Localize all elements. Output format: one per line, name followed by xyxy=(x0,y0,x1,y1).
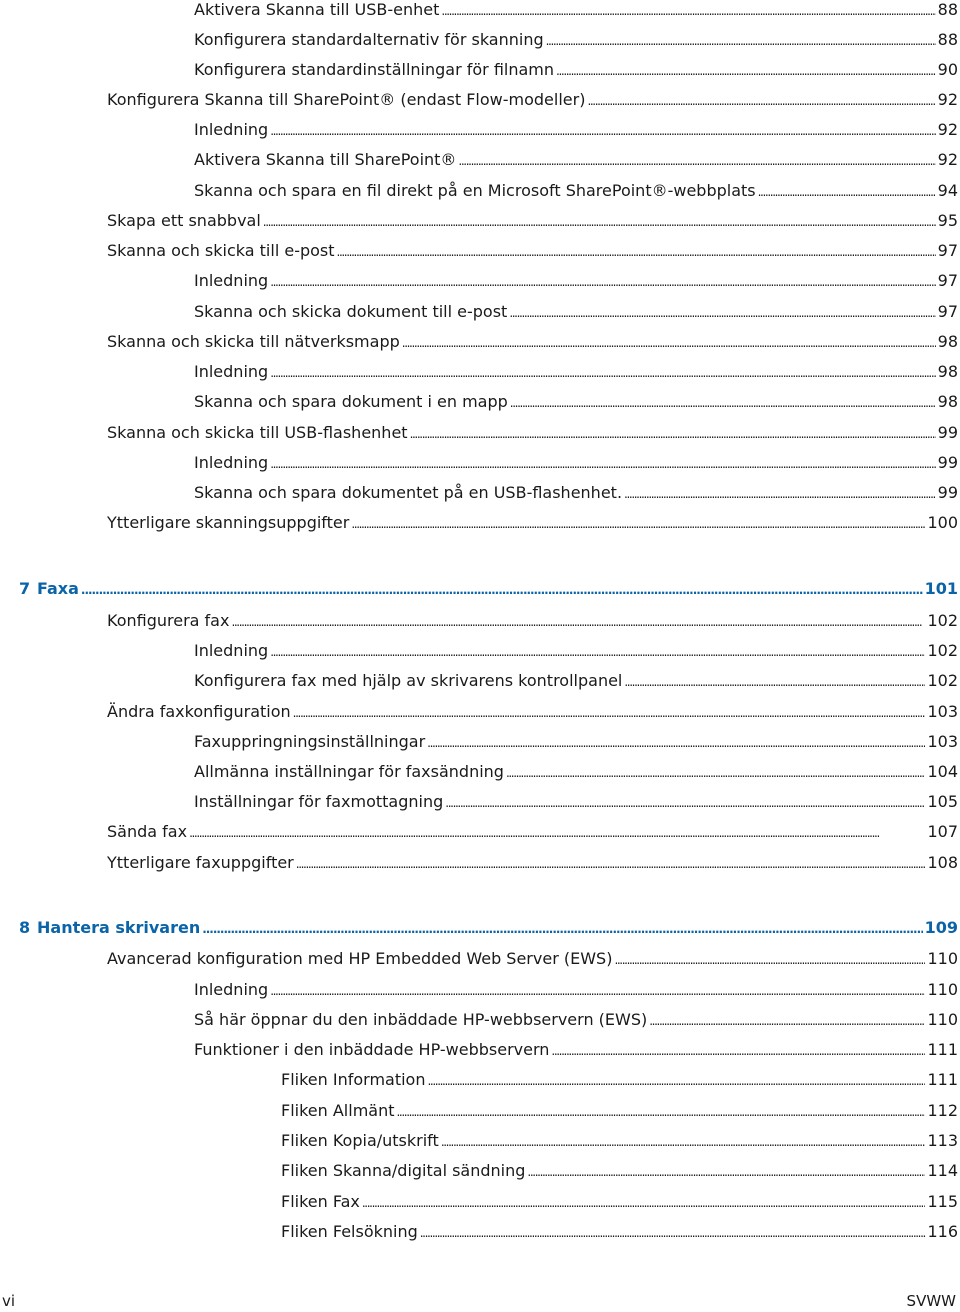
toc-entry-page: 88 xyxy=(937,0,958,19)
dot-leader xyxy=(351,511,925,536)
dot-leader xyxy=(263,209,936,234)
dot-leader xyxy=(510,390,936,415)
dot-leader xyxy=(758,179,936,204)
toc-entry[interactable] xyxy=(194,730,958,754)
toc-entry-page: 97 xyxy=(937,271,958,290)
toc-entry-title: Skanna och skicka till e-post xyxy=(107,241,335,260)
toc-entry-page: 90 xyxy=(937,60,958,79)
dot-leader xyxy=(362,1190,926,1215)
toc-entry-page: 111 xyxy=(927,1040,958,1059)
toc-entry[interactable] xyxy=(194,300,958,324)
toc-entry-page: 114 xyxy=(927,1161,958,1180)
toc-entry[interactable] xyxy=(194,760,958,784)
footer-doc-code: SVWW xyxy=(906,1292,956,1310)
toc-entry[interactable] xyxy=(194,28,958,52)
dot-leader xyxy=(441,0,935,23)
toc-entry[interactable] xyxy=(194,451,958,475)
toc-entry-page: 105 xyxy=(927,792,958,811)
dot-leader xyxy=(402,330,936,355)
toc-entry-page: 116 xyxy=(927,1222,958,1241)
toc-entry-title: Skanna och skicka till nätverksmapp xyxy=(107,332,400,351)
toc-entry-page: 102 xyxy=(927,641,958,660)
toc-entry-title: Fliken Information xyxy=(281,1070,426,1089)
toc-entry-title: Funktioner i den inbäddade HP-webbservern xyxy=(194,1040,550,1059)
toc-entry[interactable] xyxy=(194,1008,958,1032)
dot-leader xyxy=(551,1038,925,1063)
dot-leader xyxy=(441,1129,926,1154)
toc-entry-title: Konfigurera Skanna till SharePoint® (endast Flow-modeller) xyxy=(107,90,586,109)
toc-entry-title: Konfigurera fax xyxy=(107,611,230,630)
dot-leader xyxy=(649,1008,925,1033)
toc-entry-page: 92 xyxy=(937,90,958,109)
toc-entry-page: 95 xyxy=(937,211,958,230)
toc-entry-page: 103 xyxy=(927,702,958,721)
toc-entry[interactable] xyxy=(281,1068,958,1092)
toc-entry-title: Fliken Felsökning xyxy=(281,1222,418,1241)
toc-entry-title: Aktivera Skanna till SharePoint® xyxy=(194,150,457,169)
toc-entry-page: 109 xyxy=(924,918,958,937)
toc-chapter-entry[interactable] xyxy=(19,577,958,601)
toc-entry-title: Skanna och spara dokumentet på en USB-flashenhet. xyxy=(194,483,623,502)
toc-entry[interactable] xyxy=(107,330,958,354)
toc-entry-title: Inställningar för faxmottagning xyxy=(194,792,444,811)
toc-entry-title: Avancerad konfiguration med HP Embedded Web Server (EWS) xyxy=(107,949,613,968)
toc-entry[interactable] xyxy=(194,360,958,384)
toc-entry-title: Ändra faxkonfiguration xyxy=(107,702,291,721)
toc-entry-title: Faxuppringningsinställningar xyxy=(194,732,426,751)
dot-leader xyxy=(81,577,923,602)
toc-entry[interactable] xyxy=(194,269,958,293)
toc-entry-title: Konfigurera standardinställningar för filnamn xyxy=(194,60,555,79)
toc-entry-page: 113 xyxy=(927,1131,958,1150)
footer-page-number: vi xyxy=(2,1292,16,1310)
toc-entry-title: Skanna och spara en fil direkt på en Microsoft SharePoint®-webbplats xyxy=(194,181,756,200)
toc-entry-page: 115 xyxy=(927,1192,958,1211)
toc-entry[interactable] xyxy=(107,239,958,263)
toc-entry[interactable] xyxy=(107,820,958,844)
toc-entry[interactable] xyxy=(194,0,958,22)
dot-leader xyxy=(270,269,935,294)
toc-entry[interactable] xyxy=(194,58,958,82)
toc-entry-title: Fliken Skanna/digital sändning xyxy=(281,1161,526,1180)
toc-entry-title: Fliken Kopia/utskrift xyxy=(281,1131,439,1150)
dot-leader xyxy=(270,118,935,143)
toc-entry-page: 108 xyxy=(927,853,958,872)
toc-entry-title: Inledning xyxy=(194,271,269,290)
dot-leader xyxy=(296,851,926,876)
toc-entry-page: 102 xyxy=(927,611,958,630)
dot-leader xyxy=(546,28,936,53)
dot-leader xyxy=(189,820,925,845)
toc-entry[interactable] xyxy=(107,700,958,724)
toc-entry[interactable] xyxy=(194,118,958,142)
toc-entry-title: Fliken Allmänt xyxy=(281,1101,395,1120)
dot-leader xyxy=(202,916,922,941)
toc-entry-page: 112 xyxy=(927,1101,958,1120)
toc-entry-title: Skanna och skicka dokument till e-post xyxy=(194,302,508,321)
toc-entry-title: Skanna och skicka till USB-flashenhet xyxy=(107,423,408,442)
dot-leader xyxy=(270,978,925,1003)
toc-entry[interactable] xyxy=(107,609,958,633)
chapter-number: 8 xyxy=(19,918,31,937)
dot-leader xyxy=(410,421,936,446)
dot-leader xyxy=(293,700,926,725)
toc-entry[interactable] xyxy=(281,1190,958,1214)
toc-entry-title: Allmänna inställningar för faxsändning xyxy=(194,762,504,781)
page-footer xyxy=(0,1290,960,1312)
dot-leader xyxy=(337,239,936,264)
toc-entry-title: Aktivera Skanna till USB-enhet xyxy=(194,0,440,19)
dot-leader xyxy=(270,451,935,476)
toc-entry-title: Skapa ett snabbval xyxy=(107,211,261,230)
toc-entry[interactable] xyxy=(281,1129,958,1153)
toc-entry[interactable] xyxy=(194,639,958,663)
dot-leader xyxy=(445,790,925,815)
toc-entry-page: 111 xyxy=(927,1070,958,1089)
dot-leader xyxy=(270,639,925,664)
dot-leader xyxy=(624,669,925,694)
dot-leader xyxy=(270,360,935,385)
toc-entry-title: Konfigurera standardalternativ för skanning xyxy=(194,30,544,49)
toc-entry[interactable] xyxy=(194,669,958,693)
toc-entry-page: 97 xyxy=(937,241,958,260)
chapter-title: Faxa xyxy=(37,579,79,598)
toc-entry-page: 94 xyxy=(937,181,958,200)
toc-entry-page: 97 xyxy=(937,302,958,321)
toc-entry-title: Fliken Fax xyxy=(281,1192,360,1211)
toc-entry-title: Inledning xyxy=(194,362,269,381)
toc-entry[interactable] xyxy=(194,148,958,172)
toc-entry[interactable] xyxy=(107,947,958,971)
toc-entry-page: 110 xyxy=(927,980,958,999)
toc-entry-title: Ytterligare skanningsuppgifter xyxy=(107,513,350,532)
toc-entry-page: 102 xyxy=(927,671,958,690)
toc-entry-page: 100 xyxy=(927,513,958,532)
toc-entry-page: 101 xyxy=(924,579,958,598)
toc-entry-page: 104 xyxy=(927,762,958,781)
dot-leader xyxy=(509,300,935,325)
toc-entry-title: Sända fax xyxy=(107,822,188,841)
dot-leader xyxy=(556,58,936,83)
toc-entry-page: 110 xyxy=(927,949,958,968)
toc-entry-page: 98 xyxy=(937,332,958,351)
toc-entry[interactable] xyxy=(194,790,958,814)
dot-leader xyxy=(397,1099,926,1124)
toc-entry[interactable] xyxy=(107,209,958,233)
dot-leader xyxy=(587,88,935,113)
toc-entry-page: 92 xyxy=(937,150,958,169)
dot-leader xyxy=(614,947,925,972)
toc-entry-title: Inledning xyxy=(194,980,269,999)
toc-entry-title: Så här öppnar du den inbäddade HP-webbservern (EWS) xyxy=(194,1010,648,1029)
toc-entry-title: Inledning xyxy=(194,453,269,472)
toc-entry[interactable] xyxy=(194,179,958,203)
toc-entry[interactable] xyxy=(107,421,958,445)
dot-leader xyxy=(427,1068,925,1093)
toc-entry-page: 107 xyxy=(927,822,958,841)
toc-entry[interactable] xyxy=(107,88,958,112)
toc-entry-title: Skanna och spara dokument i en mapp xyxy=(194,392,508,411)
toc-entry-page: 99 xyxy=(937,423,958,442)
toc-entry-title: Ytterligare faxuppgifter xyxy=(107,853,294,872)
toc-chapter-entry[interactable] xyxy=(19,916,958,940)
toc-entry-page: 92 xyxy=(937,120,958,139)
toc-entry-page: 103 xyxy=(927,732,958,751)
toc-entry-page: 98 xyxy=(937,392,958,411)
toc-entry[interactable] xyxy=(194,1038,958,1062)
dot-leader xyxy=(427,730,925,755)
toc-entry[interactable] xyxy=(107,851,958,875)
toc-entry[interactable] xyxy=(194,481,958,505)
dot-leader xyxy=(624,481,936,506)
toc-entry[interactable] xyxy=(194,390,958,414)
toc-entry-page: 98 xyxy=(937,362,958,381)
toc-entry[interactable] xyxy=(107,511,958,535)
toc-entry-page: 88 xyxy=(937,30,958,49)
dot-leader xyxy=(231,609,925,634)
dot-leader xyxy=(506,760,926,785)
toc-entry[interactable] xyxy=(281,1159,958,1183)
toc-entry[interactable] xyxy=(281,1099,958,1123)
toc-entry-page: 110 xyxy=(927,1010,958,1029)
toc-entry[interactable] xyxy=(281,1220,958,1244)
toc-entry-title: Inledning xyxy=(194,641,269,660)
dot-leader xyxy=(527,1159,925,1184)
chapter-number: 7 xyxy=(19,579,31,598)
toc-entry-title: Konfigurera fax med hjälp av skrivarens kontrollpanel xyxy=(194,671,623,690)
toc-entry-page: 99 xyxy=(937,453,958,472)
toc-entry[interactable] xyxy=(194,978,958,1002)
dot-leader xyxy=(458,148,935,173)
toc-entry-page: 99 xyxy=(937,483,958,502)
chapter-title: Hantera skrivaren xyxy=(37,918,201,937)
toc-entry-title: Inledning xyxy=(194,120,269,139)
dot-leader xyxy=(420,1220,926,1245)
